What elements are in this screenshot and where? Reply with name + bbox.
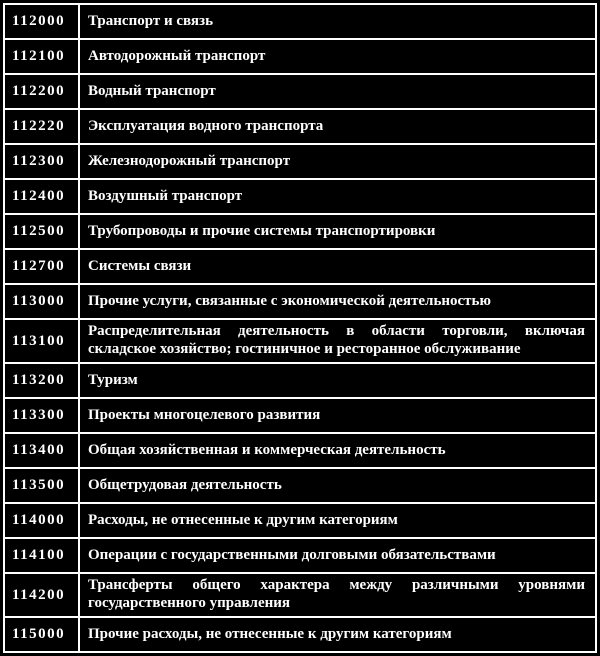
label-cell: Трансферты общего характера между различными уровнями государственного управления [79,573,596,617]
table-row [4,39,596,74]
table-row [4,249,596,284]
code-cell: 112300 [4,144,79,179]
code-cell: 113000 [4,284,79,319]
code-cell: 113200 [4,363,79,398]
classification-table-body [4,4,596,652]
label-cell: Автодорожный транспорт [79,39,596,74]
label-cell: Трубопроводы и прочие системы транспортировки [79,214,596,249]
code-cell: 112220 [4,109,79,144]
code-cell: 113400 [4,433,79,468]
label-cell: Распределительная деятельность в области торговли, включая складское хозяйство; гостиничное и ресторанное обслуживание [79,319,596,363]
table-row [4,319,596,363]
table-row [4,538,596,573]
table-row [4,109,596,144]
label-cell: Железнодорожный транспорт [79,144,596,179]
table-row [4,468,596,503]
label-cell: Прочие услуги, связанные с экономической деятельностью [79,284,596,319]
label-cell: Туризм [79,363,596,398]
label-cell: Операции с государственными долговыми обязательствами [79,538,596,573]
table-row [4,363,596,398]
table-row [4,74,596,109]
code-cell: 114100 [4,538,79,573]
label-cell: Воздушный транспорт [79,179,596,214]
table-row [4,398,596,433]
table-row [4,4,596,39]
table-row [4,144,596,179]
table-row [4,433,596,468]
table-row [4,503,596,538]
classification-table [3,3,597,653]
code-cell: 113300 [4,398,79,433]
code-cell: 112700 [4,249,79,284]
code-cell: 112000 [4,4,79,39]
code-cell: 112400 [4,179,79,214]
code-cell: 115000 [4,617,79,652]
table-row [4,617,596,652]
label-cell: Проекты многоцелевого развития [79,398,596,433]
label-cell: Общая хозяйственная и коммерческая деятельность [79,433,596,468]
table-row [4,179,596,214]
code-cell: 113500 [4,468,79,503]
table-row [4,214,596,249]
label-cell: Системы связи [79,249,596,284]
code-cell: 114200 [4,573,79,617]
code-cell: 112100 [4,39,79,74]
code-cell: 114000 [4,503,79,538]
label-cell: Эксплуатация водного транспорта [79,109,596,144]
label-cell: Прочие расходы, не отнесенные к другим категориям [79,617,596,652]
label-cell: Водный транспорт [79,74,596,109]
code-cell: 112200 [4,74,79,109]
label-cell: Транспорт и связь [79,4,596,39]
label-cell: Расходы, не отнесенные к другим категориям [79,503,596,538]
code-cell: 113100 [4,319,79,363]
table-row [4,284,596,319]
table-row [4,573,596,617]
label-cell: Общетрудовая деятельность [79,468,596,503]
code-cell: 112500 [4,214,79,249]
